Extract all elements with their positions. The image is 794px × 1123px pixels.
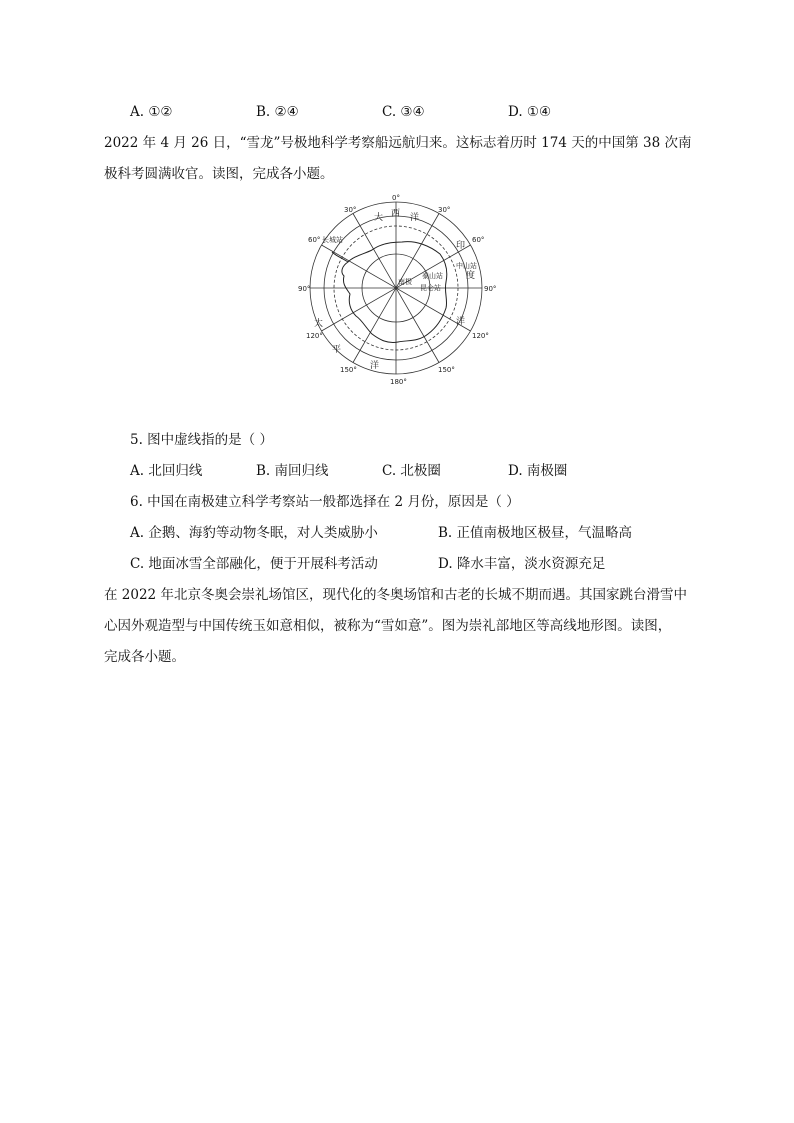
south-pole-label: 南极 xyxy=(398,278,412,286)
intro2-line2: 心因外观造型与中国传统玉如意相似，被称为“雪如意”。图为崇礼部地区等高线地形图。读图， xyxy=(104,618,672,634)
station-taishan: 泰山站 xyxy=(422,272,443,280)
lon-label-0: 0° xyxy=(392,194,400,202)
q4-option-b: B. ②④ xyxy=(256,104,299,120)
lon-label-30w: 30° xyxy=(344,206,357,214)
q6-stem: 6. 中国在南极建立科学考察站一般都选择在 2 月份，原因是（ ） xyxy=(130,494,520,510)
ocean-char-3: 洋 xyxy=(410,213,420,223)
intro2-line1: 在 2022 年北京冬奥会崇礼场馆区，现代化的冬奥场馆和古老的长城不期而遇。其国家跳台滑雪中 xyxy=(104,587,687,603)
station-changcheng: 长城站 xyxy=(322,236,343,244)
q4-option-d: D. ①④ xyxy=(508,104,552,120)
q5-stem: 5. 图中虚线指的是（ ） xyxy=(130,432,273,448)
q4-option-c: C. ③④ xyxy=(382,104,425,120)
ocean-char-9: 洋 xyxy=(370,361,380,371)
lon-label-150e: 150° xyxy=(438,366,455,374)
ocean-char-5: 度 xyxy=(466,271,476,281)
ocean-char-8: 平 xyxy=(332,345,342,355)
lon-label-120w: 120° xyxy=(306,332,323,340)
lon-label-60e: 60° xyxy=(472,236,485,244)
lon-label-180: 180° xyxy=(390,378,407,386)
ocean-char-4: 印 xyxy=(456,241,466,251)
q5-option-b: B. 南回归线 xyxy=(256,463,329,479)
lon-label-30e: 30° xyxy=(438,206,451,214)
q5-option-a: A. 北回归线 xyxy=(130,463,203,479)
q5-option-c: C. 北极圈 xyxy=(382,463,441,479)
intro1-line2: 极科考圆满收官。读图，完成各小题。 xyxy=(104,166,334,182)
lon-label-60w: 60° xyxy=(308,236,321,244)
lon-label-90e: 90° xyxy=(484,285,496,293)
ocean-char-7: 太 xyxy=(314,319,324,329)
q6-option-d: D. 降水丰富，淡水资源充足 xyxy=(438,556,606,572)
q6-option-b: B. 正值南极地区极昼，气温略高 xyxy=(438,525,633,541)
lon-label-120e: 120° xyxy=(472,332,489,340)
station-kunlun: 昆仑站 xyxy=(420,284,441,292)
ocean-char-6: 洋 xyxy=(456,317,466,327)
lon-label-150w: 150° xyxy=(340,366,357,374)
intro1-line1: 2022 年 4 月 26 日，“雪龙”号极地科学考察船远航归来。这标志着历时 174 天的中国第 38 次南 xyxy=(104,135,692,151)
intro2-line3: 完成各小题。 xyxy=(104,649,185,665)
lon-label-90w: 90° xyxy=(298,285,311,293)
station-zhongshan: 中山站 xyxy=(456,262,477,270)
antarctica-map xyxy=(296,192,496,388)
antarctica-map-svg xyxy=(296,192,496,388)
ocean-char-1: 大 xyxy=(374,213,384,223)
q4-option-a: A. ①② xyxy=(130,104,173,120)
q6-option-a: A. 企鹅、海豹等动物冬眠，对人类威胁小 xyxy=(130,525,378,541)
ocean-char-2: 西 xyxy=(391,209,401,219)
q5-option-d: D. 南极圈 xyxy=(508,463,568,479)
q6-option-c: C. 地面冰雪全部融化，便于开展科考活动 xyxy=(130,556,378,572)
